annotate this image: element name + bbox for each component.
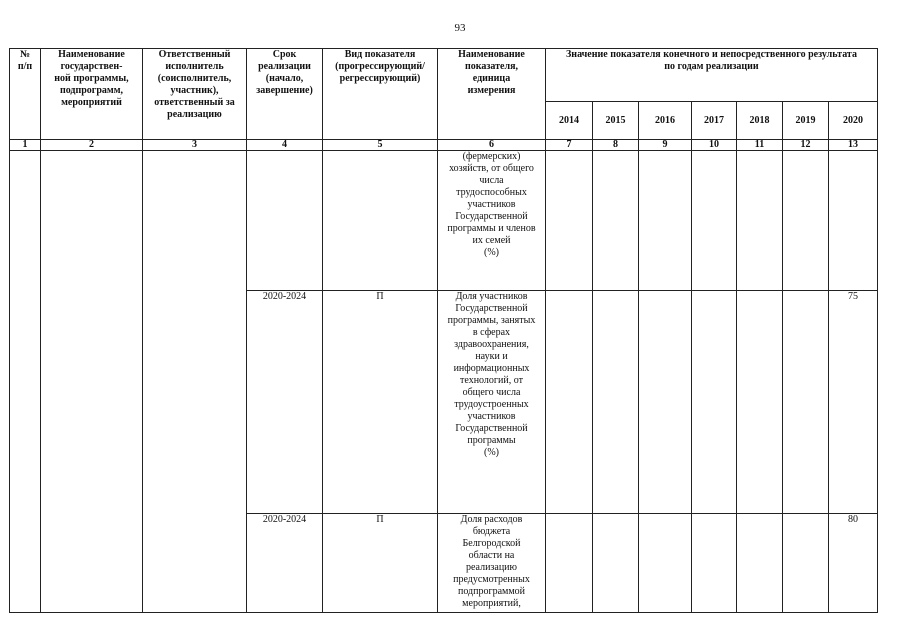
cell-value-2020: 80 (829, 514, 878, 613)
header-year: 2017 (692, 102, 737, 140)
cell-value-2017 (692, 291, 737, 514)
cell-value-2017 (692, 151, 737, 291)
header-year: 2020 (829, 102, 878, 140)
cell-value-2015 (593, 291, 639, 514)
cell-value-2016 (639, 514, 692, 613)
page-number: 93 (454, 22, 466, 34)
column-number: 2 (41, 140, 143, 151)
column-number: 7 (546, 140, 593, 151)
cell-indicator-kind: П (323, 514, 438, 613)
cell-period: 2020-2024 (247, 291, 323, 514)
header-responsible (143, 49, 247, 140)
header-year: 2018 (737, 102, 783, 140)
cell-indicator-kind: П (323, 291, 438, 514)
cell-period: 2020-2024 (247, 514, 323, 613)
header-year: 2015 (593, 102, 639, 140)
cell-value-2016 (639, 151, 692, 291)
column-number: 3 (143, 140, 247, 151)
column-number: 5 (323, 140, 438, 151)
cell-value-2014 (546, 151, 593, 291)
cell-value-2020 (829, 151, 878, 291)
header-program-name-text: Наименование государствен- ной программы, подпрограмм, мероприятий (54, 49, 129, 108)
cell-period (247, 151, 323, 291)
header-number (10, 49, 41, 140)
cell-value-2016 (639, 291, 692, 514)
column-number: 10 (692, 140, 737, 151)
column-number: 12 (783, 140, 829, 151)
cell-value-2015 (593, 514, 639, 613)
header-year: 2019 (783, 102, 829, 140)
cell-program-name (41, 151, 143, 613)
cell-value-2018 (737, 514, 783, 613)
header-responsible-text: Ответственный исполнитель (соисполнитель, участник), ответственный за реализацию (154, 49, 235, 120)
cell-value-2019 (783, 291, 829, 514)
header-row (10, 49, 878, 102)
indicator-text: Доля расходов бюджета Белгородской области на реализацию предусмотренных подпрограммой мероприятий, (453, 514, 530, 609)
cell-indicator-kind (323, 151, 438, 291)
header-indicator-name (438, 49, 546, 140)
header-year: 2016 (639, 102, 692, 140)
column-number: 1 (10, 140, 41, 151)
header-number-text: № п/п (17, 49, 33, 72)
column-number: 13 (829, 140, 878, 151)
column-numbers-row (10, 140, 878, 151)
cell-value-2014 (546, 291, 593, 514)
column-number: 4 (247, 140, 323, 151)
cell-value-2017 (692, 514, 737, 613)
header-indicator-kind (323, 49, 438, 140)
cell-number (10, 151, 41, 613)
header-period-text: Срок реализации (начало, завершение) (256, 49, 313, 96)
cell-value-2018 (737, 151, 783, 291)
column-number: 6 (438, 140, 546, 151)
results-table (9, 48, 878, 613)
cell-responsible (143, 151, 247, 613)
column-number: 11 (737, 140, 783, 151)
cell-value-2015 (593, 151, 639, 291)
indicator-text: Доля участников Государственной программы, занятых в сферах здравоохранения, науки и информационных технологий, от общего числа трудоустроенных участников Государственной программы (%) (447, 291, 536, 458)
cell-value-2019 (783, 514, 829, 613)
column-number: 8 (593, 140, 639, 151)
cell-value-2020: 75 (829, 291, 878, 514)
table-row (10, 151, 878, 291)
cell-value-2019 (783, 151, 829, 291)
header-indicator-kind-text: Вид показателя (прогрессирующий/ регрессирующий) (335, 49, 425, 84)
column-number: 9 (639, 140, 692, 151)
header-period (247, 49, 323, 140)
header-values-group-text: Значение показателя конечного и непосредственного результата по годам реализации (566, 49, 857, 72)
cell-value-2014 (546, 514, 593, 613)
cell-indicator-name (438, 514, 546, 613)
header-indicator-name-text: Наименование показателя, единица измерения (458, 49, 525, 96)
cell-indicator-name (438, 291, 546, 514)
cell-indicator-name (438, 151, 546, 291)
header-program-name (41, 49, 143, 140)
header-year: 2014 (546, 102, 593, 140)
cell-value-2018 (737, 291, 783, 514)
indicator-text: (фермерских) хозяйств, от общего числа трудоспособных участников Государственной программы и членов их семей (%) (447, 151, 536, 258)
header-values-group (546, 49, 878, 102)
